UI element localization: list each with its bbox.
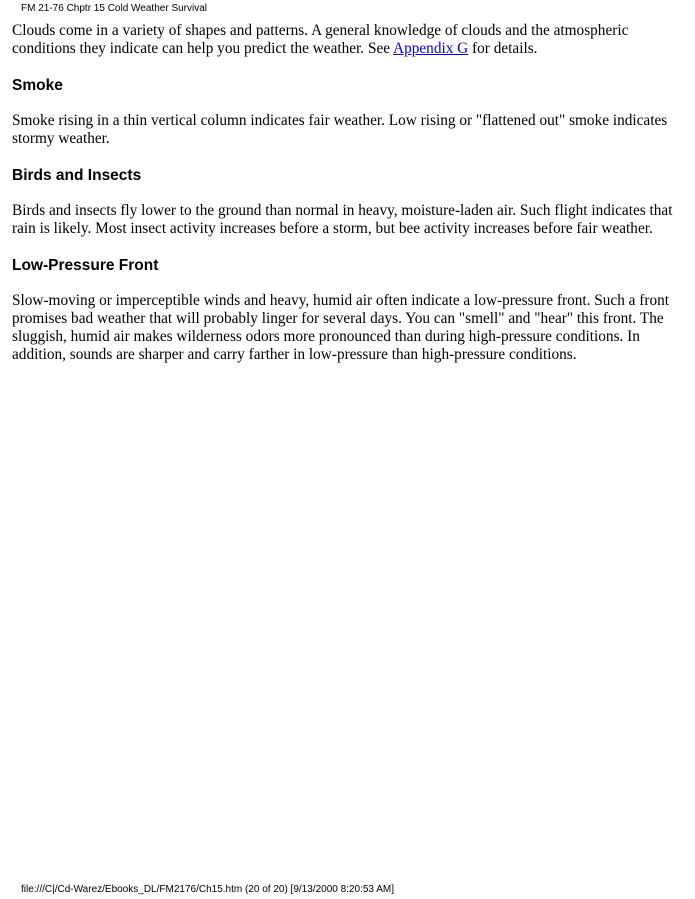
section-body-birds-insects: Birds and insects fly lower to the ground than normal in heavy, moisture-laden air. Such flight indicates that rain is likely. Most insect activity increases before a storm, but bee activity increases before fair weather. [12, 202, 673, 237]
appendix-g-link[interactable]: Appendix G [393, 40, 469, 57]
document-body [12, 22, 677, 364]
intro-paragraph [12, 22, 677, 58]
section-body-smoke: Smoke rising in a thin vertical column indicates fair weather. Low rising or "flattened out" smoke indicates stormy weather. [12, 112, 668, 147]
intro-text-end: for details. [468, 40, 538, 57]
section-heading-birds-insects: Birds and Insects [12, 167, 142, 184]
section-body-low-pressure-front: Slow-moving or imperceptible winds and heavy, humid air often indicate a low-pressure front. Such a front promises bad weather that will probably linger for several days. You can "smell" and "hear" this front. The sluggish, humid air makes wilderness odors more pronounced than during high-pressure conditions. In addition, sounds are sharper and carry farther in low-pressure than high-pressure conditions. [12, 292, 670, 363]
page-footer-url: file:///C|/Cd-Warez/Ebooks_DL/FM2176/Ch15.htm (20 of 20) [9/13/2000 8:20:53 AM] [21, 884, 394, 895]
section-heading-smoke: Smoke [12, 77, 63, 94]
intro-text: Clouds come in a variety of shapes and patterns. A general knowledge of clouds and the atmospheric conditions they indicate can help you predict the weather. See [12, 22, 629, 57]
section-heading-low-pressure-front: Low-Pressure Front [12, 257, 159, 274]
page-header-title: FM 21-76 Chptr 15 Cold Weather Survival [21, 3, 208, 14]
